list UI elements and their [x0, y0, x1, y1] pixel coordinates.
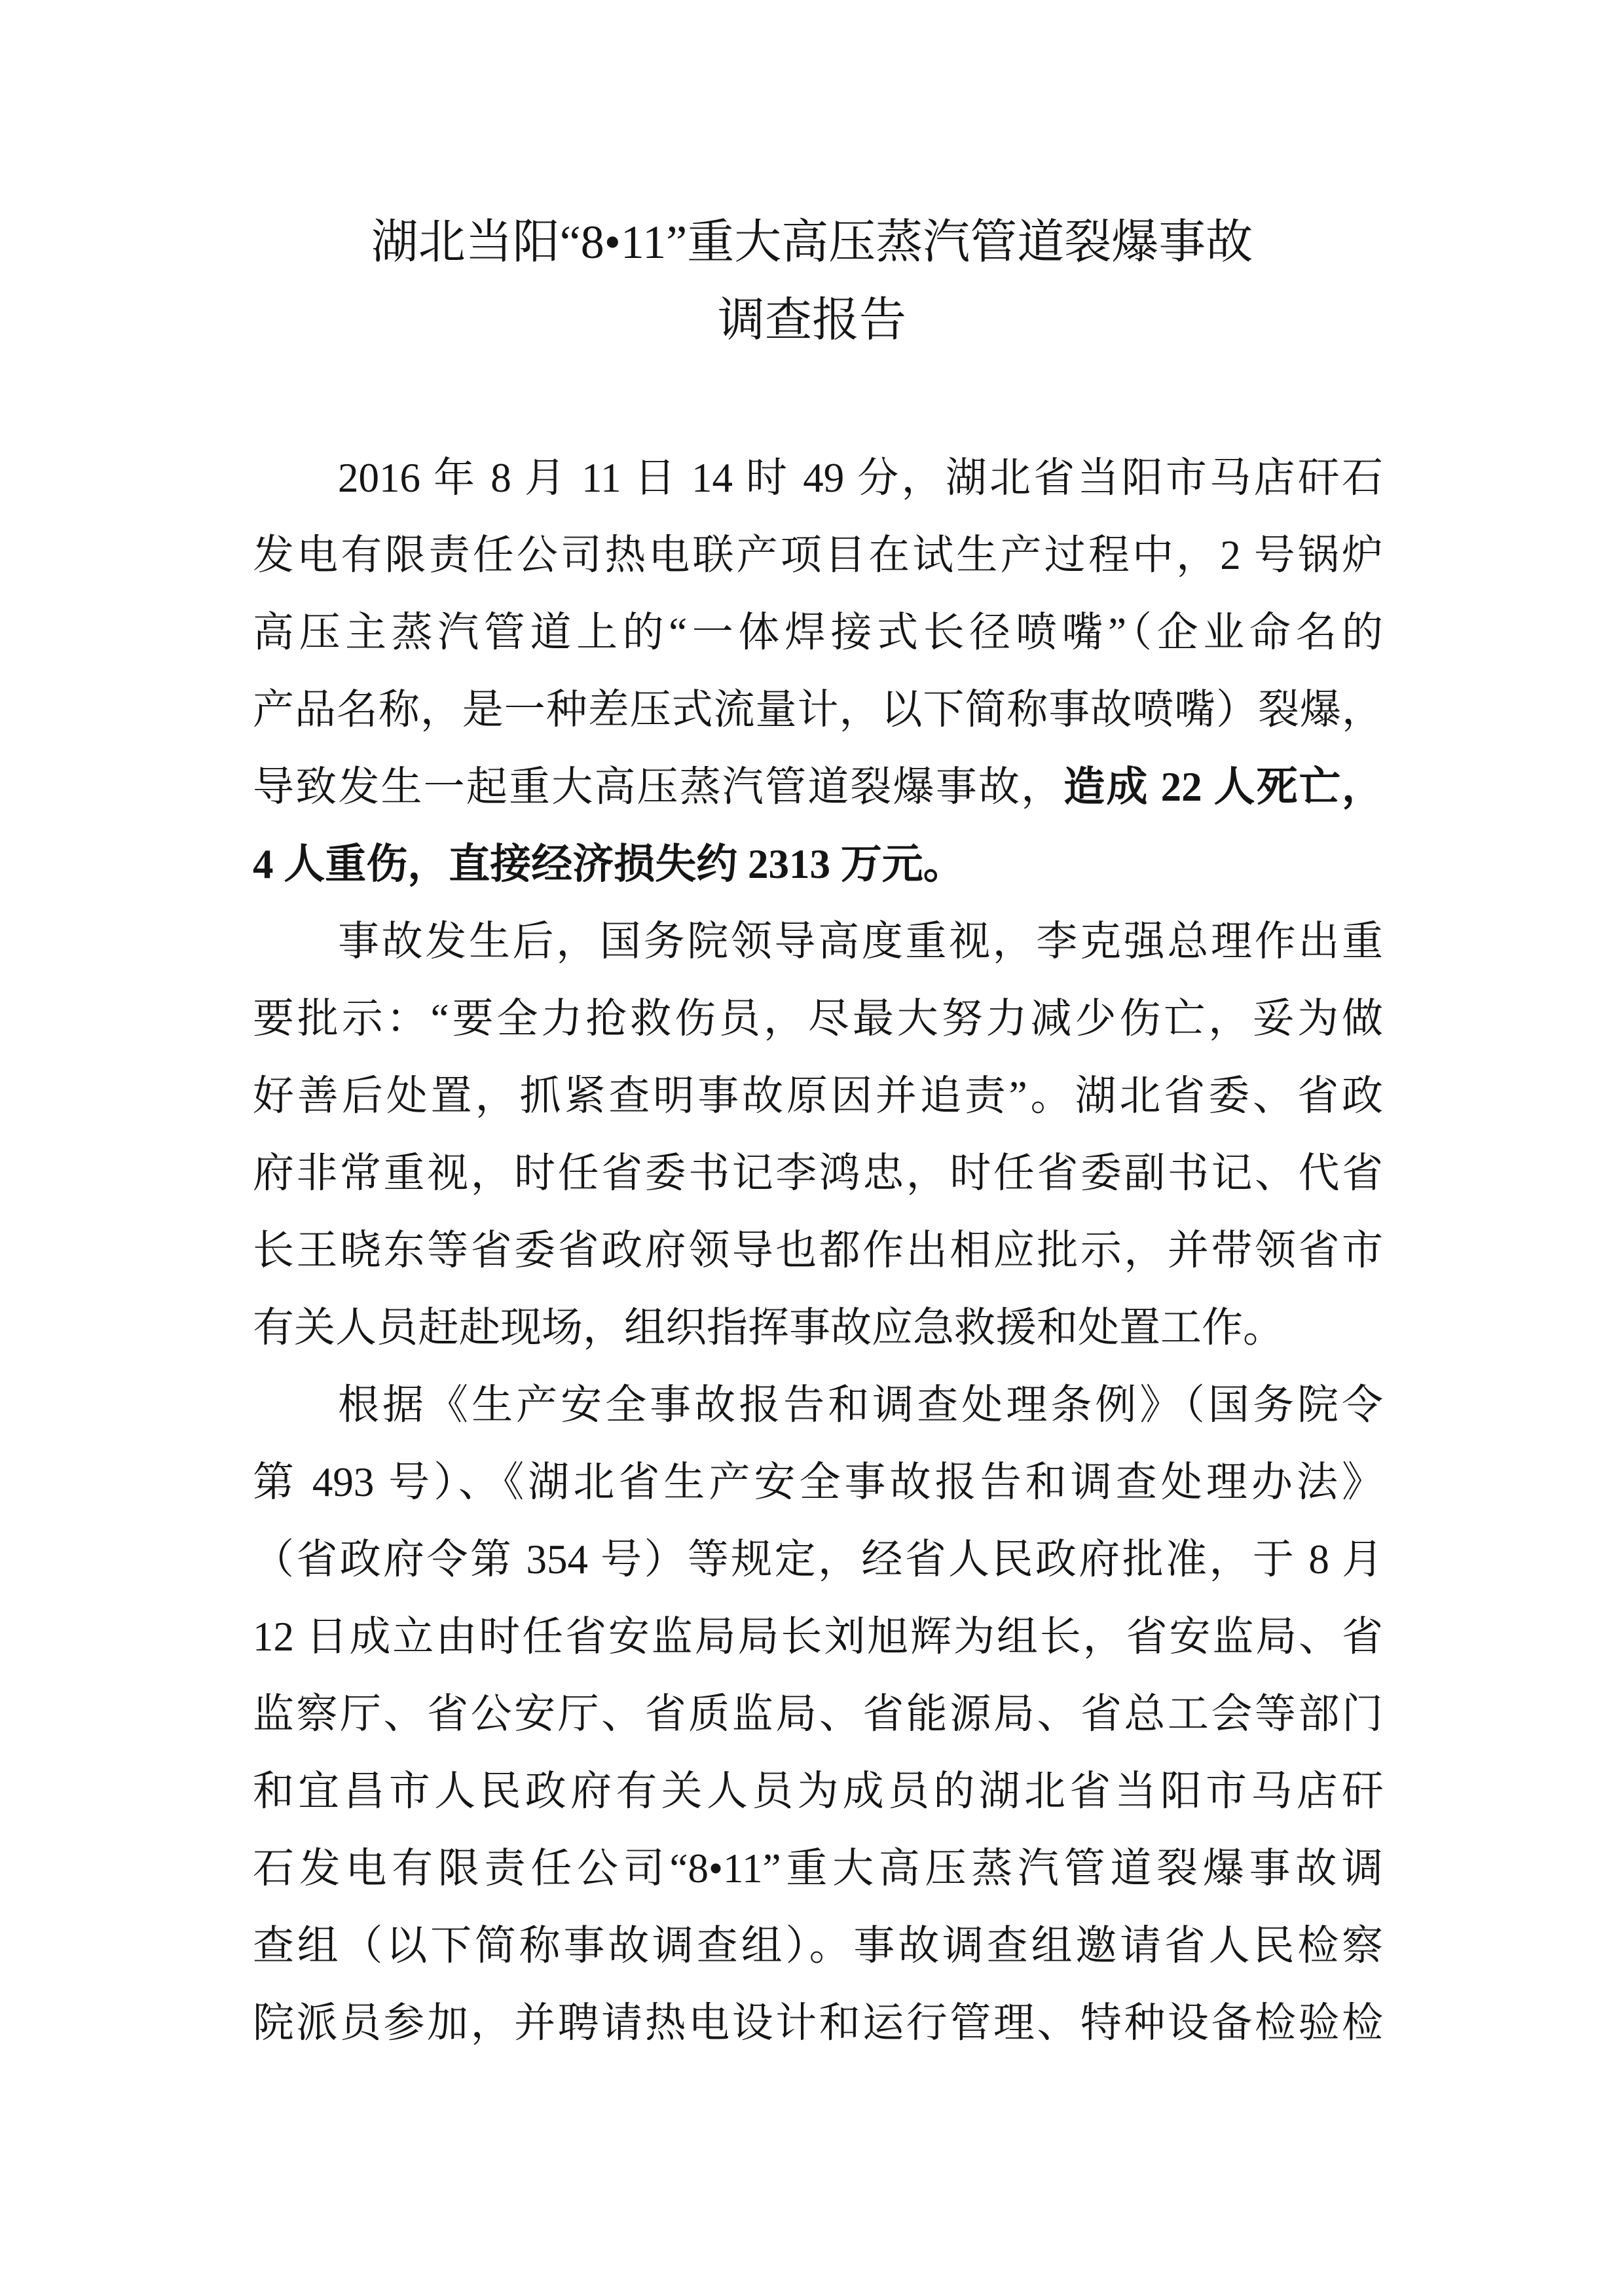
text-segment: 事故发生后，国务院领导高度重视，李克强总理作出重: [338, 919, 1383, 964]
paragraph-3-line-6: [253, 1753, 1383, 1830]
document-title: [0, 204, 1624, 359]
paragraph-3-line-3: [253, 1521, 1383, 1598]
paragraph-3-line-4: [253, 1598, 1383, 1675]
text-segment: 长王晓东等省委省政府领导也都作出相应批示，并带领省市: [253, 1228, 1383, 1273]
paragraph-2-line-1: [253, 903, 1383, 980]
paragraph-2-line-5: [253, 1212, 1383, 1289]
text-segment: 产品名称，是一种差压式流量计，以下简称事故喷嘴）裂爆，: [253, 687, 1383, 733]
text-segment: 府非常重视，时任省委书记李鸿忠，时任省委副书记、代省: [253, 1150, 1383, 1196]
paragraph-1-line-6: [253, 826, 1383, 903]
text-segment: 监察厅、省公安厅、省质监局、省能源局、省总工会等部门: [253, 1691, 1383, 1737]
emphasis-text: 4 人重伤，直接经济损失约 2313 万元。: [253, 841, 965, 887]
text-segment: 导致发生一起重大高压蒸汽管道裂爆事故，: [253, 764, 1064, 810]
paragraph-3-line-8: [253, 1907, 1383, 1984]
emphasis-text: 造成 22 人死亡，: [1063, 764, 1384, 810]
text-segment: 院派员参加，并聘请热电设计和运行管理、特种设备检验检: [253, 2000, 1383, 2046]
paragraph-1-line-4: [253, 671, 1383, 748]
text-segment: 石发电有限责任公司“8•11”重大高压蒸汽管道裂爆事故调: [253, 1846, 1383, 1891]
paragraph-3-line-5: [253, 1675, 1383, 1753]
text-segment: 12 日成立由时任省安监局局长刘旭辉为组长，省安监局、省: [253, 1614, 1383, 1660]
paragraph-3-line-9: [253, 1984, 1383, 2062]
text-segment: 和宜昌市人民政府有关人员为成员的湖北省当阳市马店矸: [253, 1768, 1383, 1814]
paragraph-2-line-3: [253, 1057, 1383, 1135]
paragraph-1-line-2: [253, 517, 1383, 594]
text-segment: 有关人员赶赴现场，组织指挥事故应急救援和处置工作。: [253, 1305, 1284, 1351]
paragraph-3-line-2: [253, 1444, 1383, 1521]
text-segment: 2016 年 8 月 11 日 14 时 49 分，湖北省当阳市马店矸石: [338, 455, 1383, 501]
text-segment: 要批示：“要全力抢救伤员，尽最大努力减少伤亡，妥为做: [253, 996, 1383, 1042]
paragraph-1-line-1: [253, 439, 1383, 517]
text-segment: （省政府令第 354 号）等规定，经省人民政府批准，于 8 月: [253, 1537, 1383, 1582]
text-segment: 发电有限责任公司热电联产项目在试生产过程中，2 号锅炉: [253, 532, 1383, 578]
paragraph-2-line-6: [253, 1289, 1383, 1366]
text-segment: 查组（以下简称事故调查组）。事故调查组邀请省人民检察: [253, 1923, 1383, 1969]
text-segment: 第 493 号）、《湖北省生产安全事故报告和调查处理办法》: [253, 1459, 1383, 1505]
text-segment: 根据《生产安全事故报告和调查处理条例》（国务院令: [338, 1382, 1383, 1428]
paragraph-3-line-7: [253, 1830, 1383, 1907]
paragraph-3-line-1: [253, 1366, 1383, 1444]
text-segment: 高压主蒸汽管道上的“一体焊接式长径喷嘴”（企业命名的: [253, 610, 1383, 655]
document-body: [253, 439, 1383, 2062]
paragraph-1-line-5: [253, 748, 1383, 826]
paragraph-2-line-2: [253, 980, 1383, 1057]
paragraph-1-line-3: [253, 594, 1383, 671]
title-line-1: 湖北当阳“8•11”重大高压蒸汽管道裂爆事故: [371, 216, 1253, 268]
title-line-2: 调查报告: [717, 294, 906, 346]
paragraph-2-line-4: [253, 1135, 1383, 1212]
text-segment: 好善后处置，抓紧查明事故原因并追责”。湖北省委、省政: [253, 1073, 1383, 1119]
